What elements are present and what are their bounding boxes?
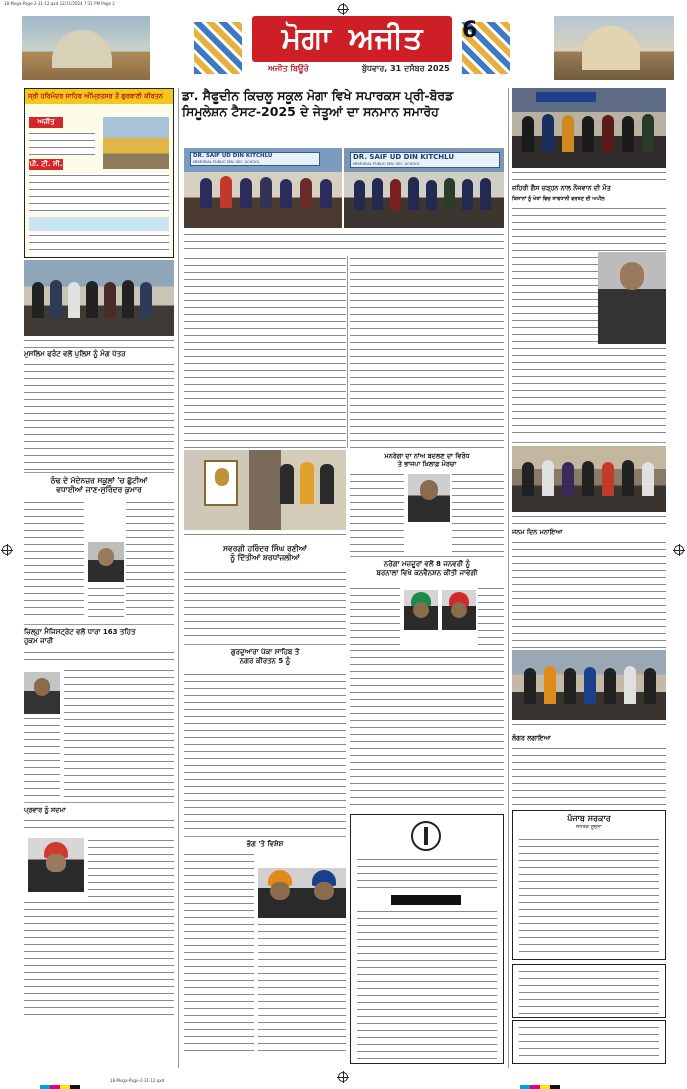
story-muslim-front-headline: ਮੁਸਲਿਮ ਫਰੰਟ ਵਲੋਂ ਪੁਲਿਸ ਨੂੰ ਮੰਗ ਪੱਤਰ: [24, 350, 126, 358]
color-calibration-bar: [520, 1076, 560, 1089]
newspaper-logo: ਮੋਗਾ ਅਜੀਤ: [252, 16, 452, 62]
portrait-photo: [598, 252, 666, 344]
story-section-163-headline: ਜ਼ਿਲ੍ਹਾ ਮੈਜਿਸਟ੍ਰੇਟ ਵਲੋਂ ਧਾਰਾ 163 ਤਹਿਤ ਹੁਕਮ ਜਾਰੀ: [24, 628, 136, 645]
ad-title: ਸ੍ਰੀ ਹਰਿਮੰਦਰ ਸਾਹਿਬ ਅੰਮ੍ਰਿਤਸਰ ਤੋਂ ਗੁਰਬਾਣੀ ਕੀਰਤਨ: [25, 89, 173, 104]
ad-label-ajit: ਅਜੀਤ: [29, 117, 63, 128]
school-banner: DR. SAIF UD DIN KITCHLU MEMORIAL PUBLIC SEN. SEC. SCHOOL: [190, 152, 320, 166]
narega-leader-photo-2: [442, 590, 476, 630]
muslim-front-photo: [24, 260, 174, 336]
right-top-subheadline: ਕਿਸਾਨਾਂ ਨੂੰ ਖੇਤਾਂ ਵਿਚ ਸਾਵਧਾਨੀ ਵਰਤਣ ਦੀ ਅਪੀਲ: [512, 196, 605, 202]
ad-strip: [29, 217, 169, 231]
story-family-headline: ਪ੍ਰਵਾਰ ਨੂੰ ਸਦਮਾ: [24, 806, 66, 814]
classified-ad: [512, 964, 666, 1018]
public-notice-ad: [350, 814, 504, 1064]
lead-photo-2: [344, 148, 504, 228]
bottom-imprint: 18-Moga-Page-2-31-12.qxd: [110, 1078, 165, 1083]
lead-photo-1: [184, 148, 342, 228]
bhog-photo-2: [302, 868, 346, 918]
masthead-photo-left: [22, 16, 150, 80]
registration-mark: [674, 545, 684, 555]
story-nagar-kirtan-headline: ਗੁਰਦੁਆਰਾ ਪੱਕਾ ਸਾਹਿਬ ਤੋਂ ਨਗਰ ਕੀਰਤਨ 5 ਨੂੰ: [230, 648, 300, 665]
bhog-photo-1: [258, 868, 302, 918]
lead-photo-caption: [184, 232, 504, 252]
ptc-advertisement: [24, 88, 174, 258]
top-imprint: 18-Moga-Page-2-31-12.qxd 12/31/2024 7:31 PM Page 2: [4, 1, 115, 6]
dm-photo: [24, 672, 60, 714]
right-top-photo: [512, 88, 666, 168]
birthday-photo: [512, 446, 666, 512]
story-shradhanjali-headline: ਸਵਰਗੀ ਹਰਿੰਦਰ ਸਿੰਘ ਰਣੀਆਂ ਨੂੰ ਦਿੱਤੀਆਂ ਸ਼ਰਧਾਂਜਲੀਆਂ: [223, 544, 307, 563]
masthead-logo-block: [212, 14, 492, 82]
registration-mark: [338, 1072, 348, 1082]
edition-label: ਅਜੀਤ ਬਿਊਰੋ: [268, 64, 309, 73]
story-bhog-headline: ਭੋਗ 'ਤੇ ਵਿਸ਼ੇਸ਼: [246, 840, 284, 848]
shradhanjali-photo: [184, 450, 346, 530]
lead-story-body: [184, 256, 346, 448]
framed-portrait: [204, 460, 238, 506]
golden-temple-photo: [103, 117, 169, 169]
masthead-photo-right: [554, 16, 674, 80]
story-narega-headline: ਨਰੇਗਾ ਮਜ਼ਦੂਰਾਂ ਵਲੋਂ 8 ਜਨਵਰੀ ਨੂੰ ਬਰਨਾਲਾ ਵਿਖੇ ਕਨਵੈਨਸ਼ਨ ਕੀਤੀ ਜਾਵੇਗੀ: [376, 560, 478, 577]
punjab-govt-ad: [512, 810, 666, 960]
school-banner: DR. SAIF UD DIN KITCHLU MEMORIAL PUBLIC SEN. SEC. SCHOOL: [350, 152, 500, 168]
surinder-kumar-photo: [88, 542, 124, 582]
color-calibration-bar: [40, 1076, 80, 1089]
registration-mark: [338, 4, 348, 14]
lead-headline: ਡਾ. ਸੈਫੂਦੀਨ ਕਿਚਲੂ ਸਕੂਲ ਮੋਗਾ ਵਿਖੇ ਸਪਾਰਕਸ ਪ੍ਰੀ-ਬੋਰਡ ਸਿਮੂਲੇਸ਼ਨ ਟੈਸਟ-2025 ਦੇ ਜੇਤੂਆਂ ਦਾ ਸਨਮਾਨ ਸਮਾਰੋਹ: [182, 88, 454, 119]
obituary-photo: [28, 838, 84, 892]
govt-ad-subtitle: ਜਨਤਕ ਸੂਚਨਾ: [576, 824, 602, 830]
story-birthday-headline: ਜਨਮ ਦਿਨ ਮਨਾਇਆ: [512, 528, 563, 536]
story-manrega-headline: ਮਨਰੇਗਾ ਦਾ ਨਾਂਅ ਬਦਲਣ ਦਾ ਵਿਰੋਧ ਤੇ ਭਾਜਪਾ ਖ਼ਿਲਾਫ਼ ਮੋਰਚਾ: [384, 452, 470, 469]
registration-mark: [2, 545, 12, 555]
right-top-headline: ਜ਼ਹਿਰੀ ਗੈਸ ਚੜ੍ਹਨ ਨਾਲ ਨੌਜਵਾਨ ਦੀ ਮੌਤ: [512, 184, 611, 192]
manrega-leader-photo: [408, 474, 450, 522]
story-winter-holidays-headline: ਠੰਢ ਦੇ ਮੱਦੇਨਜ਼ਰ ਸਕੂਲਾਂ 'ਚ ਛੁੱਟੀਆਂ ਵਧਾਈਆਂ ਜਾਣ-ਸੁਰਿੰਦਰ ਕੁਮਾਰ: [50, 476, 148, 495]
masthead: [22, 14, 674, 84]
classified-ad-2: [512, 1020, 666, 1064]
langar-photo: [512, 650, 666, 720]
publication-date: ਬੁੱਧਵਾਰ, 31 ਦਸੰਬਰ 2025: [362, 64, 450, 73]
story-langar-headline: ਲੰਗਰ ਲਗਾਇਆ: [512, 734, 551, 742]
ad-label-ptc: ਪੀ. ਟੀ. ਸੀ.: [29, 160, 63, 168]
govt-ad-title: ਪੰਜਾਬ ਸਰਕਾਰ: [567, 814, 611, 823]
narega-leader-photo-1: [404, 590, 438, 630]
page-number: 6: [462, 18, 478, 43]
